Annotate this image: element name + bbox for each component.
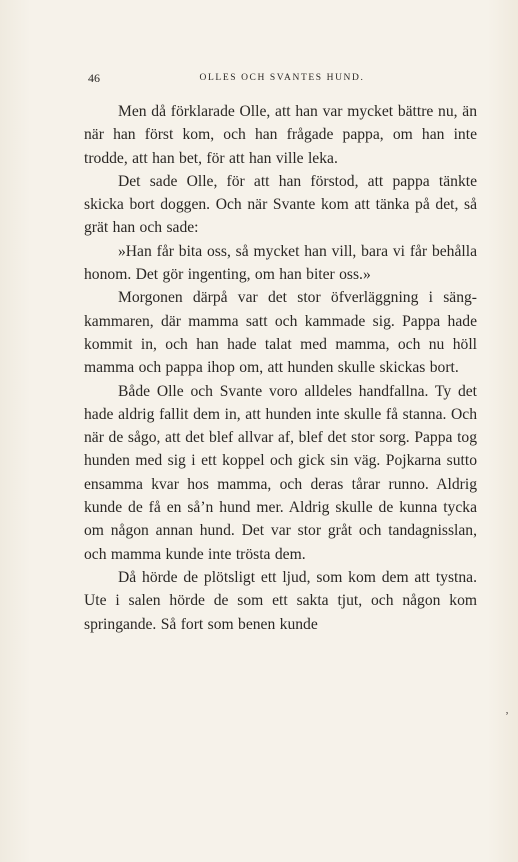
paragraph: Både Olle och Svante voro alldeles handfallna. Ty det hade aldrig fallit dem in, att hunden inte skulle få stanna. Och när de sågo, att det blef allvar af, blef det stor sorg. Pappa tog hunden med sig i ett koppel och gick sin väg. Pojkarna sutto ensamma kvar hos mamma, och deras tårar runno. Aldrig kunde de få en så’n hund mer. Aldrig skulle de kunna tycka om någon annan hund. Det var stor gråt och tandagnisslan, och mamma kunde inte trösta dem.: [84, 382, 477, 563]
body-text: [84, 100, 477, 636]
paragraph: Då hörde de plötsligt ett ljud, som kom dem att tystna. Ute i salen hörde de som ett sakta tjut, och någon kom springande. Så fort som benen kunde: [84, 568, 477, 633]
page-number: 46: [88, 71, 100, 85]
paragraph: Det sade Olle, för att han förstod, att pappa tänkte skicka bort doggen. Och när Svante kom att tänka på det, så grät han och sade:: [84, 172, 477, 237]
paragraph: Men då förklarade Olle, att han var mycket bättre nu, än när han först kom, och han frågade pappa, om han inte trodde, att han bet, för att han ville leka.: [84, 103, 477, 167]
paragraph: »Han får bita oss, så mycket han vill, bara vi får behålla honom. Det gör ingenting, om han biter oss.»: [84, 242, 477, 284]
margin-mark: ‚: [505, 702, 509, 716]
running-head: [88, 70, 476, 86]
paragraph: Morgonen därpå var det stor öfverläggning i sängkammaren, där mamma satt och kammade sig. Pappa hade kommit in, och han hade talat med mamma, och nu höll mamma och pappa ihop om, att hunden skulle skickas bort.: [84, 289, 477, 377]
running-title: OLLES OCH SVANTES HUND.: [199, 73, 365, 83]
